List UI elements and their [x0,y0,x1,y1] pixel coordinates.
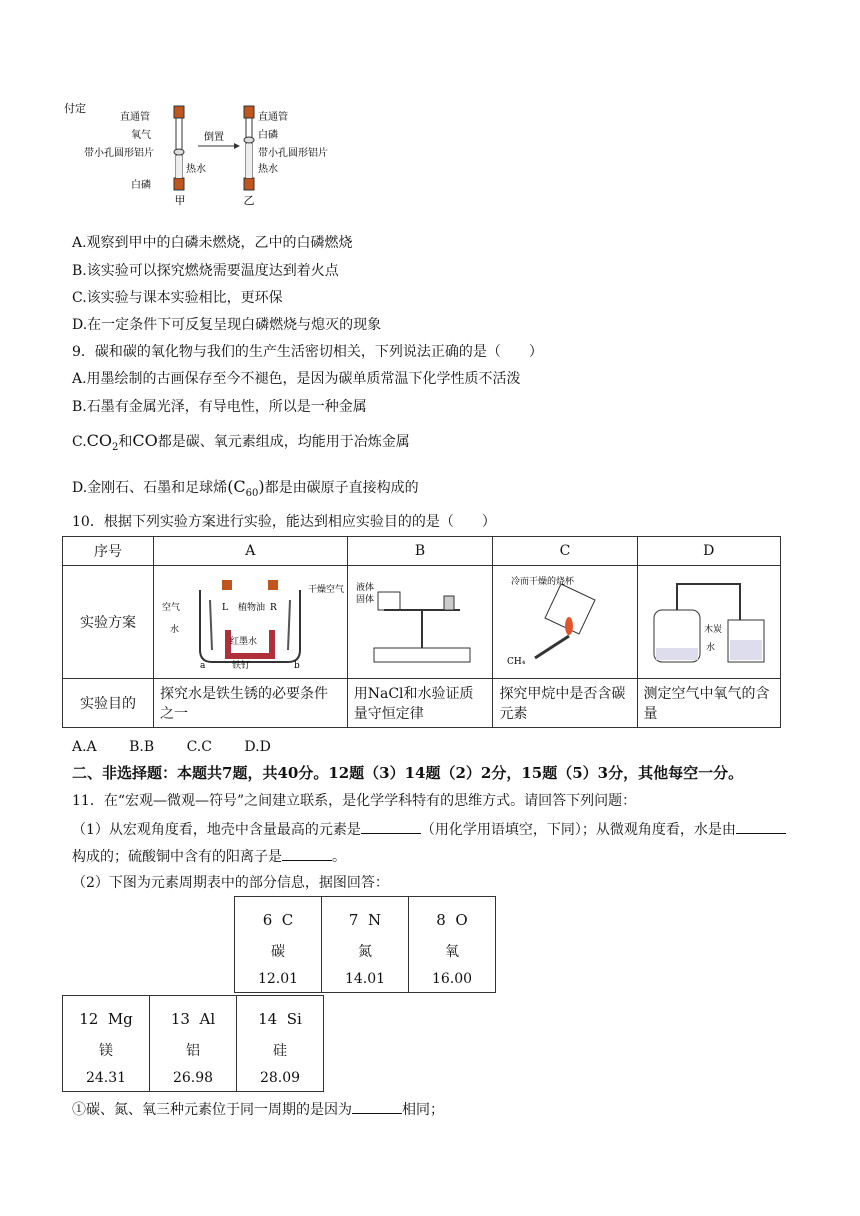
yi-label-2: 带小孔圆形铝片 [258,148,328,159]
periodic-table-row1 [234,896,496,993]
row-label-plan: 实验方案 [63,566,154,679]
answer-blank[interactable] [736,820,786,834]
jia-label: 甲 [174,194,186,207]
figure-b-cell [347,566,493,679]
figure-b-balance [354,570,484,670]
figure-c-methane-burn [499,570,629,670]
element-cell: 12 Mg 镁 24.31 [63,996,150,1092]
fig-b-label-0: 液体 [355,583,374,593]
arrow-label: 倒置 [204,132,224,143]
yi-label-3: 热水 [258,164,278,175]
fig-c-label-0: 冷而干燥的烧杯 [511,577,575,587]
jia-label-2: 带小孔圆形铝片 [84,148,154,159]
corner-label: 付定 [64,102,86,115]
header-cell: D [637,537,780,566]
yi-label-0: 直通管 [258,112,288,123]
experiment-table [62,536,781,728]
fig-a-label-4: 植物油 [238,603,266,613]
element-cell: 14 Si 硅 28.09 [237,996,324,1092]
purpose-cell: 测定空气中氧气的含量 [637,679,780,728]
fig-a-label-5: R [270,603,277,613]
element-cell: 13 Al 铝 26.98 [150,996,237,1092]
element-cell: 7 N 氮 14.01 [322,897,409,993]
figure-d-cell [637,566,780,679]
periodic-table-row2 [62,995,324,1092]
jia-label-0: 直通管 [120,112,150,123]
combustion-apparatus-figure [64,100,334,220]
q11-part2: （2）下图为元素周期表中的部分信息，据图回答： [72,875,389,891]
fig-a-label-8: a [200,661,206,671]
q9-option-c: $C.CO_2$和CO都是碳、氧元素组成，均能用于冶炼金属 [72,431,410,453]
q8-option-c: C.该实验与课本实验相比，更环保 [72,290,283,306]
q8-option-d: D.在一定条件下可反复呈现白磷燃烧与熄灭的现象 [72,317,382,333]
yi-label: 乙 [243,194,255,207]
header-cell: A [154,537,348,566]
q9-option-d: D.金刚石、石墨和足球烯$(C_{60})$都是由碳原子直接构成的 [72,477,419,499]
element-cell: 6 C 碳 12.01 [235,897,322,993]
header-cell: B [347,537,493,566]
element-cell: 8 O 氧 16.00 [409,897,496,993]
q11-part3: ①碳、氮、氧三种元素位于同一周期的是因为 相同； [72,1102,444,1118]
figure-d-oxygen-measure [644,570,774,670]
fig-a-label-2: 水 [170,625,180,635]
fig-a-label-1: 干燥空气 [308,585,345,595]
answer-blank[interactable] [352,1100,402,1114]
q11-part1-line2: 构成的；硫酸铜中含有的阳离子是 。 [72,849,346,865]
q11-part1-line1: （1）从宏观角度看，地壳中含量最高的元素是 （用化学用语填空，下同）；从微观角度看，水是由 [72,820,786,839]
fig-b-label-1: 固体 [355,595,374,605]
figure-c-cell [493,566,637,679]
q9-stem: 9．碳和碳的氧化物与我们的生产生活密切相关，下列说法正确的是（ ） [72,344,543,360]
fig-a-label-0: 空气 [162,603,181,613]
fig-d-label-0: 木炭 [703,625,722,635]
section-heading: 二、非选择题：本题共7题，共40分。12题（3）14题（2）2分，15题（5）3分，其他每空一分。 [72,764,744,782]
yi-label-1: 白磷 [258,130,278,141]
jia-label-1: 氧气 [131,130,151,141]
q8-option-a: A.观察到甲中的白磷未燃烧，乙中的白磷燃烧 [72,235,353,251]
fig-a-label-7: 铁钉 [232,661,251,671]
answer-blank[interactable] [361,820,421,834]
q9-option-b: B.石墨有金属光泽，有导电性，所以是一种金属 [72,399,367,415]
purpose-cell: 探究水是铁生锈的必要条件之一 [154,679,348,728]
row-label-purpose: 实验目的 [63,679,154,728]
fig-a-label-3: L [222,603,228,613]
q11-stem: 11．在“宏观—微观—符号”之间建立联系，是化学学科特有的思维方式。请回答下列问题： [72,793,637,809]
answer-blank[interactable] [282,847,332,861]
q8-option-b: B.该实验可以探究燃烧需要温度达到着火点 [72,263,339,279]
header-cell: 序号 [63,537,154,566]
q9-option-a: A.用墨绘制的古画保存至今不褪色，是因为碳单质常温下化学性质不活泼 [72,371,521,387]
fig-c-label-1: CH₄ [507,657,526,667]
header-cell: C [493,537,637,566]
fig-a-label-9: b [294,661,300,671]
purpose-cell: 用NaCl和水验证质量守恒定律 [347,679,493,728]
q10-options: A.A B.B C.C D.D [72,739,271,755]
purpose-cell: 探究甲烷中是否含碳元素 [493,679,637,728]
figure-a-cell [154,566,348,679]
q10-stem: 10．根据下列实验方案进行实验，能达到相应实验目的的是（ ） [72,514,496,530]
fig-d-label-1: 水 [705,643,715,653]
figure-a-iron-rust [160,570,345,671]
jia-label-4: 白磷 [131,180,151,191]
fig-a-label-6: 红墨水 [230,637,258,647]
jia-label-3: 热水 [186,164,206,175]
